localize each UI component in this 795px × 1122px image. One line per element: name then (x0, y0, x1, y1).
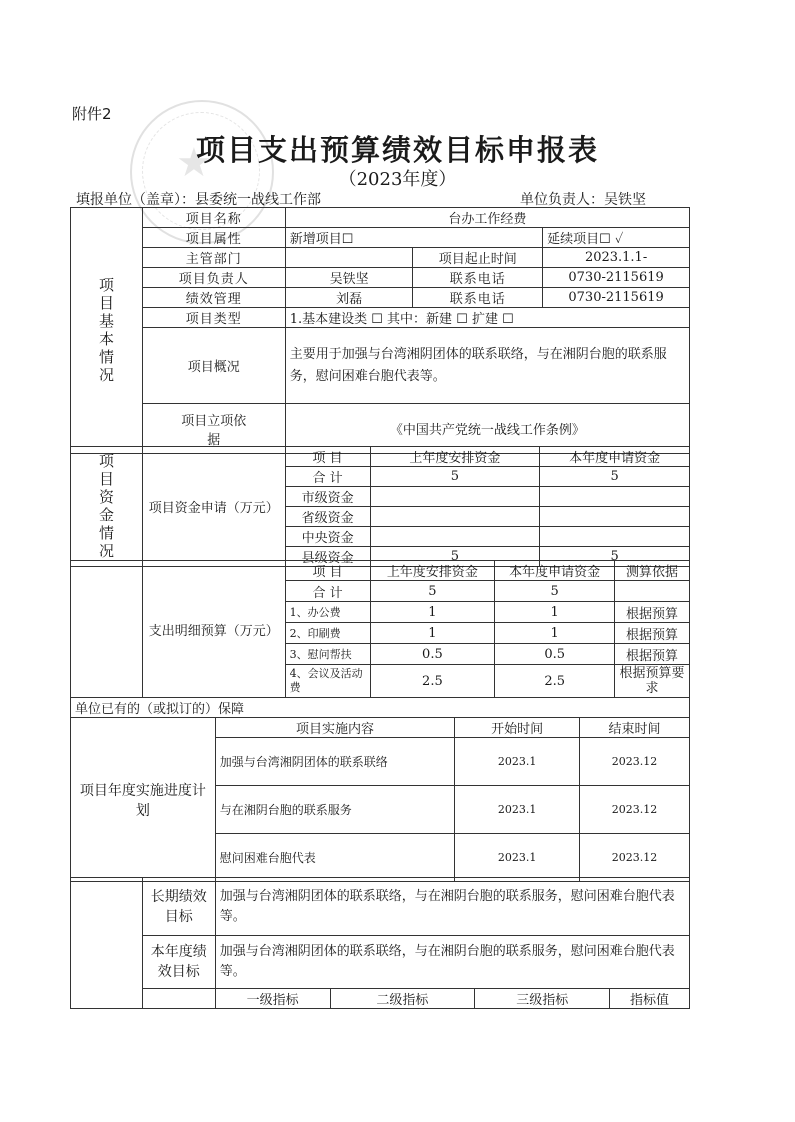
perf-label: 绩效管理 (142, 288, 285, 308)
expense-this: 0.5 (495, 644, 615, 665)
plan-header-content: 项目实施内容 (215, 718, 455, 738)
fund-header-last: 上年度安排资金 (370, 447, 540, 467)
fund-apply-label: 项目资金申请（万元） (142, 447, 285, 567)
period-value: 2023.1.1- (543, 248, 690, 268)
long-goal-label: 长期绩效目标 (142, 878, 215, 936)
project-name-value: 台办工作经费 (285, 208, 689, 228)
plan-header-end: 结束时间 (580, 718, 690, 738)
guarantee-label: 单位已有的（或拟订的）保障 (71, 698, 690, 718)
perf-value: 刘磊 (285, 288, 413, 308)
dept-label: 主管部门 (142, 248, 285, 268)
fund-this: 5 (540, 547, 690, 567)
expense-this: 2.5 (495, 665, 615, 698)
detail-header-item: 项 目 (285, 561, 370, 581)
plan-end: 2023.12 (580, 786, 690, 834)
expense-basis (615, 581, 690, 602)
expense-last: 1 (370, 623, 495, 644)
fund-this: 5 (540, 467, 690, 487)
fund-last (370, 507, 540, 527)
fund-this (540, 487, 690, 507)
expense-detail-table (70, 560, 690, 698)
fund-item: 省级资金 (285, 507, 370, 527)
fund-item: 合 计 (285, 467, 370, 487)
basic-info-table (70, 207, 690, 454)
overview-value: 主要用于加强与台湾湘阴团体的联系联络，与在湘阴台胞的联系服务，慰问困难台胞代表等。 (285, 328, 689, 404)
owner-label: 项目负责人 (142, 268, 285, 288)
plan-content: 慰问困难台胞代表 (215, 834, 455, 882)
expense-last: 0.5 (370, 644, 495, 665)
indicator-header-4: 指标值 (610, 989, 690, 1009)
expense-this: 5 (495, 581, 615, 602)
plan-content: 与在湘阴台胞的联系服务 (215, 786, 455, 834)
phone-label: 联系电话 (413, 268, 543, 288)
overview-label: 项目概况 (142, 328, 285, 404)
fund-this (540, 527, 690, 547)
period-label: 项目起止时间 (413, 248, 543, 268)
attr-cont-checkbox: 延续项目☐ ✓ (543, 228, 690, 248)
phone-value: 0730-2115619 (543, 268, 690, 288)
year-goal-value: 加强与台湾湘阴团体的联系联络，与在湘阴台胞的联系服务，慰问困难台胞代表等。 (215, 936, 689, 989)
detail-header-basis: 测算依据 (615, 561, 690, 581)
expense-last: 5 (370, 581, 495, 602)
long-goal-value: 加强与台湾湘阴团体的联系联络，与在湘阴台胞的联系服务，慰问困难台胞代表等。 (215, 878, 689, 936)
plan-label: 项目年度实施进度计划 (71, 718, 216, 882)
filler-unit-label: 填报单位（盖章）：县委统一战线工作部 (76, 192, 321, 208)
fund-last (370, 487, 540, 507)
basis-value: 《中国共产党统一战线工作条例》 (285, 404, 689, 454)
funds-section-label: 项目资金情况 (71, 447, 143, 567)
expense-basis: 根据预算 (615, 644, 690, 665)
unit-leader-label: 单位负责人：吴铁坚 (520, 192, 646, 208)
indicator-header-3: 三级指标 (475, 989, 610, 1009)
basic-section-label: 项目基本情况 (71, 208, 143, 454)
detail-header-this: 本年度申请资金 (495, 561, 615, 581)
indicator-header-1: 一级指标 (215, 989, 330, 1009)
plan-end: 2023.12 (580, 738, 690, 786)
attr-new-checkbox: 新增项目☐ (285, 228, 542, 248)
project-attr-label: 项目属性 (142, 228, 285, 248)
fund-last: 5 (370, 547, 540, 567)
attachment-label: 附件2 (72, 105, 112, 123)
year-label: （2023年度） (338, 169, 457, 190)
plan-header-start: 开始时间 (455, 718, 580, 738)
fund-last: 5 (370, 467, 540, 487)
project-name-label: 项目名称 (142, 208, 285, 228)
funds-table (70, 446, 690, 567)
indicator-header-2: 二级指标 (330, 989, 475, 1009)
fund-item: 中央资金 (285, 527, 370, 547)
plan-start: 2023.1 (455, 786, 580, 834)
plan-start: 2023.1 (455, 738, 580, 786)
type-label: 项目类型 (142, 308, 285, 328)
plan-start: 2023.1 (455, 834, 580, 882)
expense-last: 1 (370, 602, 495, 623)
fund-item: 县级资金 (285, 547, 370, 567)
expense-item: 2、印刷费 (285, 623, 370, 644)
dept-value (285, 248, 413, 268)
fund-item: 市级资金 (285, 487, 370, 507)
goals-table (70, 877, 690, 1009)
fund-this (540, 507, 690, 527)
fund-header-item: 项 目 (285, 447, 370, 467)
expense-this: 1 (495, 602, 615, 623)
owner-value: 吴铁坚 (285, 268, 413, 288)
indicator-spacer (142, 989, 215, 1009)
phone2-value: 0730-2115619 (543, 288, 690, 308)
year-goal-label: 本年度绩效目标 (142, 936, 215, 989)
type-value: 1.基本建设类 ☐ 其中：新建 ☐ 扩建 ☐ (285, 308, 689, 328)
basis-label: 项目立项依据 (142, 404, 285, 454)
goals-section-cell (71, 878, 143, 1009)
seal-star-icon: ★ (176, 140, 212, 186)
phone2-label: 联系电话 (413, 288, 543, 308)
expense-last: 2.5 (370, 665, 495, 698)
plan-end: 2023.12 (580, 834, 690, 882)
expense-item: 1、办公费 (285, 602, 370, 623)
expense-basis: 根据预算要求 (615, 665, 690, 698)
plan-table (70, 697, 690, 882)
fund-header-this: 本年度申请资金 (540, 447, 690, 467)
fund-last (370, 527, 540, 547)
expense-item: 4、会议及活动费 (285, 665, 370, 698)
expense-detail-label: 支出明细预算（万元） (142, 561, 285, 698)
expense-item: 3、慰问帮扶 (285, 644, 370, 665)
expense-basis: 根据预算 (615, 623, 690, 644)
detail-header-last: 上年度安排资金 (370, 561, 495, 581)
expense-this: 1 (495, 623, 615, 644)
funds-section-continued (71, 561, 143, 698)
expense-basis: 根据预算 (615, 602, 690, 623)
plan-content: 加强与台湾湘阴团体的联系联络 (215, 738, 455, 786)
page-title: 项目支出预算绩效目标申报表 (195, 133, 599, 167)
expense-item: 合 计 (285, 581, 370, 602)
